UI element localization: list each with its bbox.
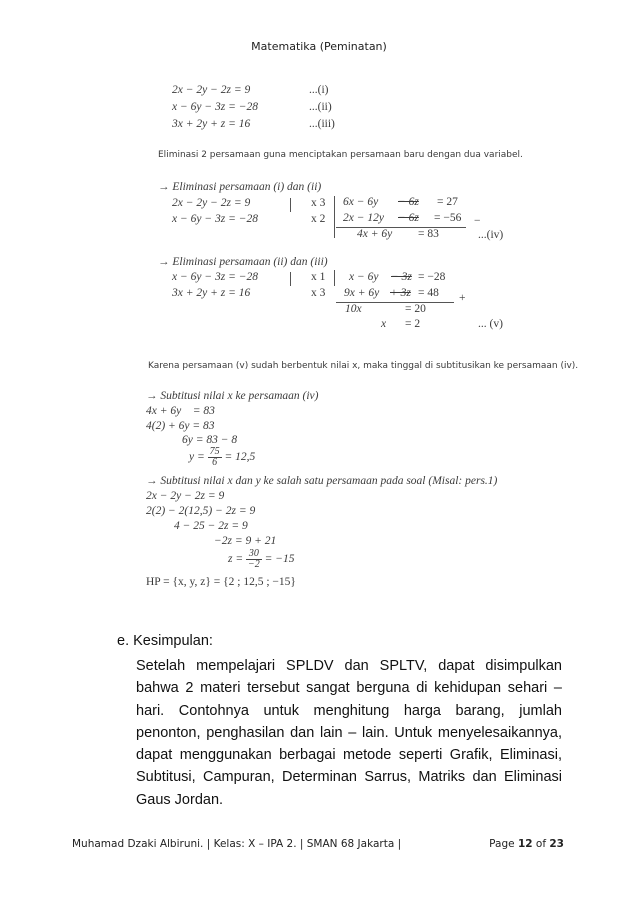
elim1-result-ref: ...(iv) <box>478 229 504 241</box>
subst2-line5-pre: z = <box>228 553 244 566</box>
elim2-mult1: x 1 <box>311 271 326 283</box>
subst1-fraction-den: 6 <box>212 457 218 468</box>
elim1-row2-a: 2x − 12y <box>343 212 384 224</box>
solution-set: HP = {x, y, z} = {2 ; 12,5 ; −15} <box>146 576 296 588</box>
elim1-row1-a: 6x − 6y <box>343 196 379 208</box>
elim1-row1-c: = 27 <box>437 196 458 208</box>
elim2-result-value: = 20 <box>405 303 426 315</box>
elim2-row2-c: = 48 <box>418 287 439 299</box>
elim1-row1-b: − 6z <box>398 196 419 208</box>
elim1-mult1: x 3 <box>311 197 326 209</box>
elim2-result: 10x <box>345 303 362 315</box>
subst1-line4-pre: y = <box>189 451 205 464</box>
conclusion-label: e. Kesimpulan: <box>117 633 213 649</box>
equation-ii: x − 6y − 3z = −28 <box>172 101 258 113</box>
elim2-left2: 3x + 2y + z = 16 <box>172 287 251 299</box>
conclusion-body: Setelah mempelajari SPLDV dan SPLTV, dapat disimpulkan bahwa 2 materi tersebut sangat berguna di kehidupan sehari – hari. Contohnya untuk menghitung harga barang, jumlah penonton, penghasilan dan lain – lain. Untuk menyelesaikannya, dapat menggunakan berbagai metode seperti Grafik, Eliminasi, Subtitusi, Campuran, Determinan Sarrus, Matriks dan Eliminasi Gaus Jordan. <box>136 658 562 808</box>
page-total: 23 <box>549 838 564 850</box>
elim1-left1: 2x − 2y − 2z = 9 <box>172 197 251 209</box>
elim1-result: 4x + 6y <box>357 228 393 240</box>
subst1-line1: 4x + 6y = 83 <box>146 405 215 417</box>
elim2-right-bar <box>334 270 335 286</box>
elim1-right-bar <box>334 196 335 238</box>
equation-i: 2x − 2y − 2z = 9 <box>172 84 251 96</box>
subst2-line3: 4 − 25 − 2z = 9 <box>174 520 248 532</box>
subst1-line2: 4(2) + 6y = 83 <box>146 420 215 432</box>
subst1-fraction-num: 75 <box>209 446 220 457</box>
subst2-line4: −2z = 9 + 21 <box>214 535 277 547</box>
elim2-plus-sign: + <box>459 292 466 304</box>
elim2-row1-c: = −28 <box>418 271 446 283</box>
subst2-fraction <box>246 549 262 570</box>
page-number <box>489 838 564 850</box>
page-of: of <box>535 838 547 850</box>
subst2-line2: 2(2) − 2(12,5) − 2z = 9 <box>146 505 256 517</box>
elim2-x-value: x <box>381 318 387 330</box>
subst1-title: → Subtitusi nilai x ke persamaan (iv) <box>146 390 319 402</box>
subst1-fraction <box>208 447 222 468</box>
subst1-line4-post: = 12,5 <box>224 451 256 464</box>
elim1-title: → Eliminasi persamaan (i) dan (ii) <box>158 181 322 193</box>
elim2-left-bar <box>290 272 291 286</box>
elim1-row2-b: − 6z <box>398 212 419 224</box>
footer-author: Muhamad Dzaki Albiruni. | Kelas: X – IPA 2. | SMAN 68 Jakarta | <box>72 838 402 850</box>
subst2-line5-post: = −15 <box>264 553 295 566</box>
intro-note: Eliminasi 2 persamaan guna menciptakan persamaan baru dengan dua variabel. <box>158 150 523 160</box>
elim1-result-value: = 83 <box>418 228 439 240</box>
subst1-line3: 6y = 83 − 8 <box>182 434 238 446</box>
equation-i-ref: ...(i) <box>309 84 329 96</box>
page-header: Matematika (Peminatan) <box>251 40 387 53</box>
subst2-line5 <box>228 549 295 570</box>
elim1-minus-sign: − <box>474 215 481 227</box>
elim2-row2-a: 9x + 6y <box>344 287 380 299</box>
page-prefix: Page <box>489 838 515 850</box>
page-current: 12 <box>517 838 533 850</box>
elim2-x-result: = 2 <box>405 318 421 330</box>
elim2-x-ref: ... (v) <box>478 318 503 330</box>
equation-iii-ref: ...(iii) <box>309 118 335 130</box>
elim2-row2-b: + 3z <box>390 287 411 299</box>
subst2-fraction-num: 30 <box>246 549 262 560</box>
elim2-row1-b: − 3z <box>391 271 412 283</box>
subst2-title: → Subtitusi nilai x dan y ke salah satu persamaan pada soal (Misal: pers.1) <box>146 475 498 487</box>
because-note: Karena persamaan (v) sudah berbentuk nilai x, maka tinggal di subtitusikan ke persamaan (iv). <box>148 361 579 371</box>
equation-ii-ref: ...(ii) <box>309 101 332 113</box>
subst2-fraction-den: −2 <box>248 559 260 570</box>
subst1-line4 <box>189 447 255 468</box>
equation-iii: 3x + 2y + z = 16 <box>172 118 251 130</box>
elim1-result-line <box>336 227 466 228</box>
elim2-left1: x − 6y − 3z = −28 <box>172 271 258 283</box>
elim1-left-bar <box>290 198 291 212</box>
elim1-row2-c: = −56 <box>434 212 462 224</box>
elim2-title: → Eliminasi persamaan (ii) dan (iii) <box>158 256 328 268</box>
elim1-left2: x − 6y − 3z = −28 <box>172 213 258 225</box>
subst2-line1: 2x − 2y − 2z = 9 <box>146 490 225 502</box>
elim2-row1-a: x − 6y <box>349 271 379 283</box>
elim2-mult2: x 3 <box>311 287 326 299</box>
elim1-mult2: x 2 <box>311 213 326 225</box>
